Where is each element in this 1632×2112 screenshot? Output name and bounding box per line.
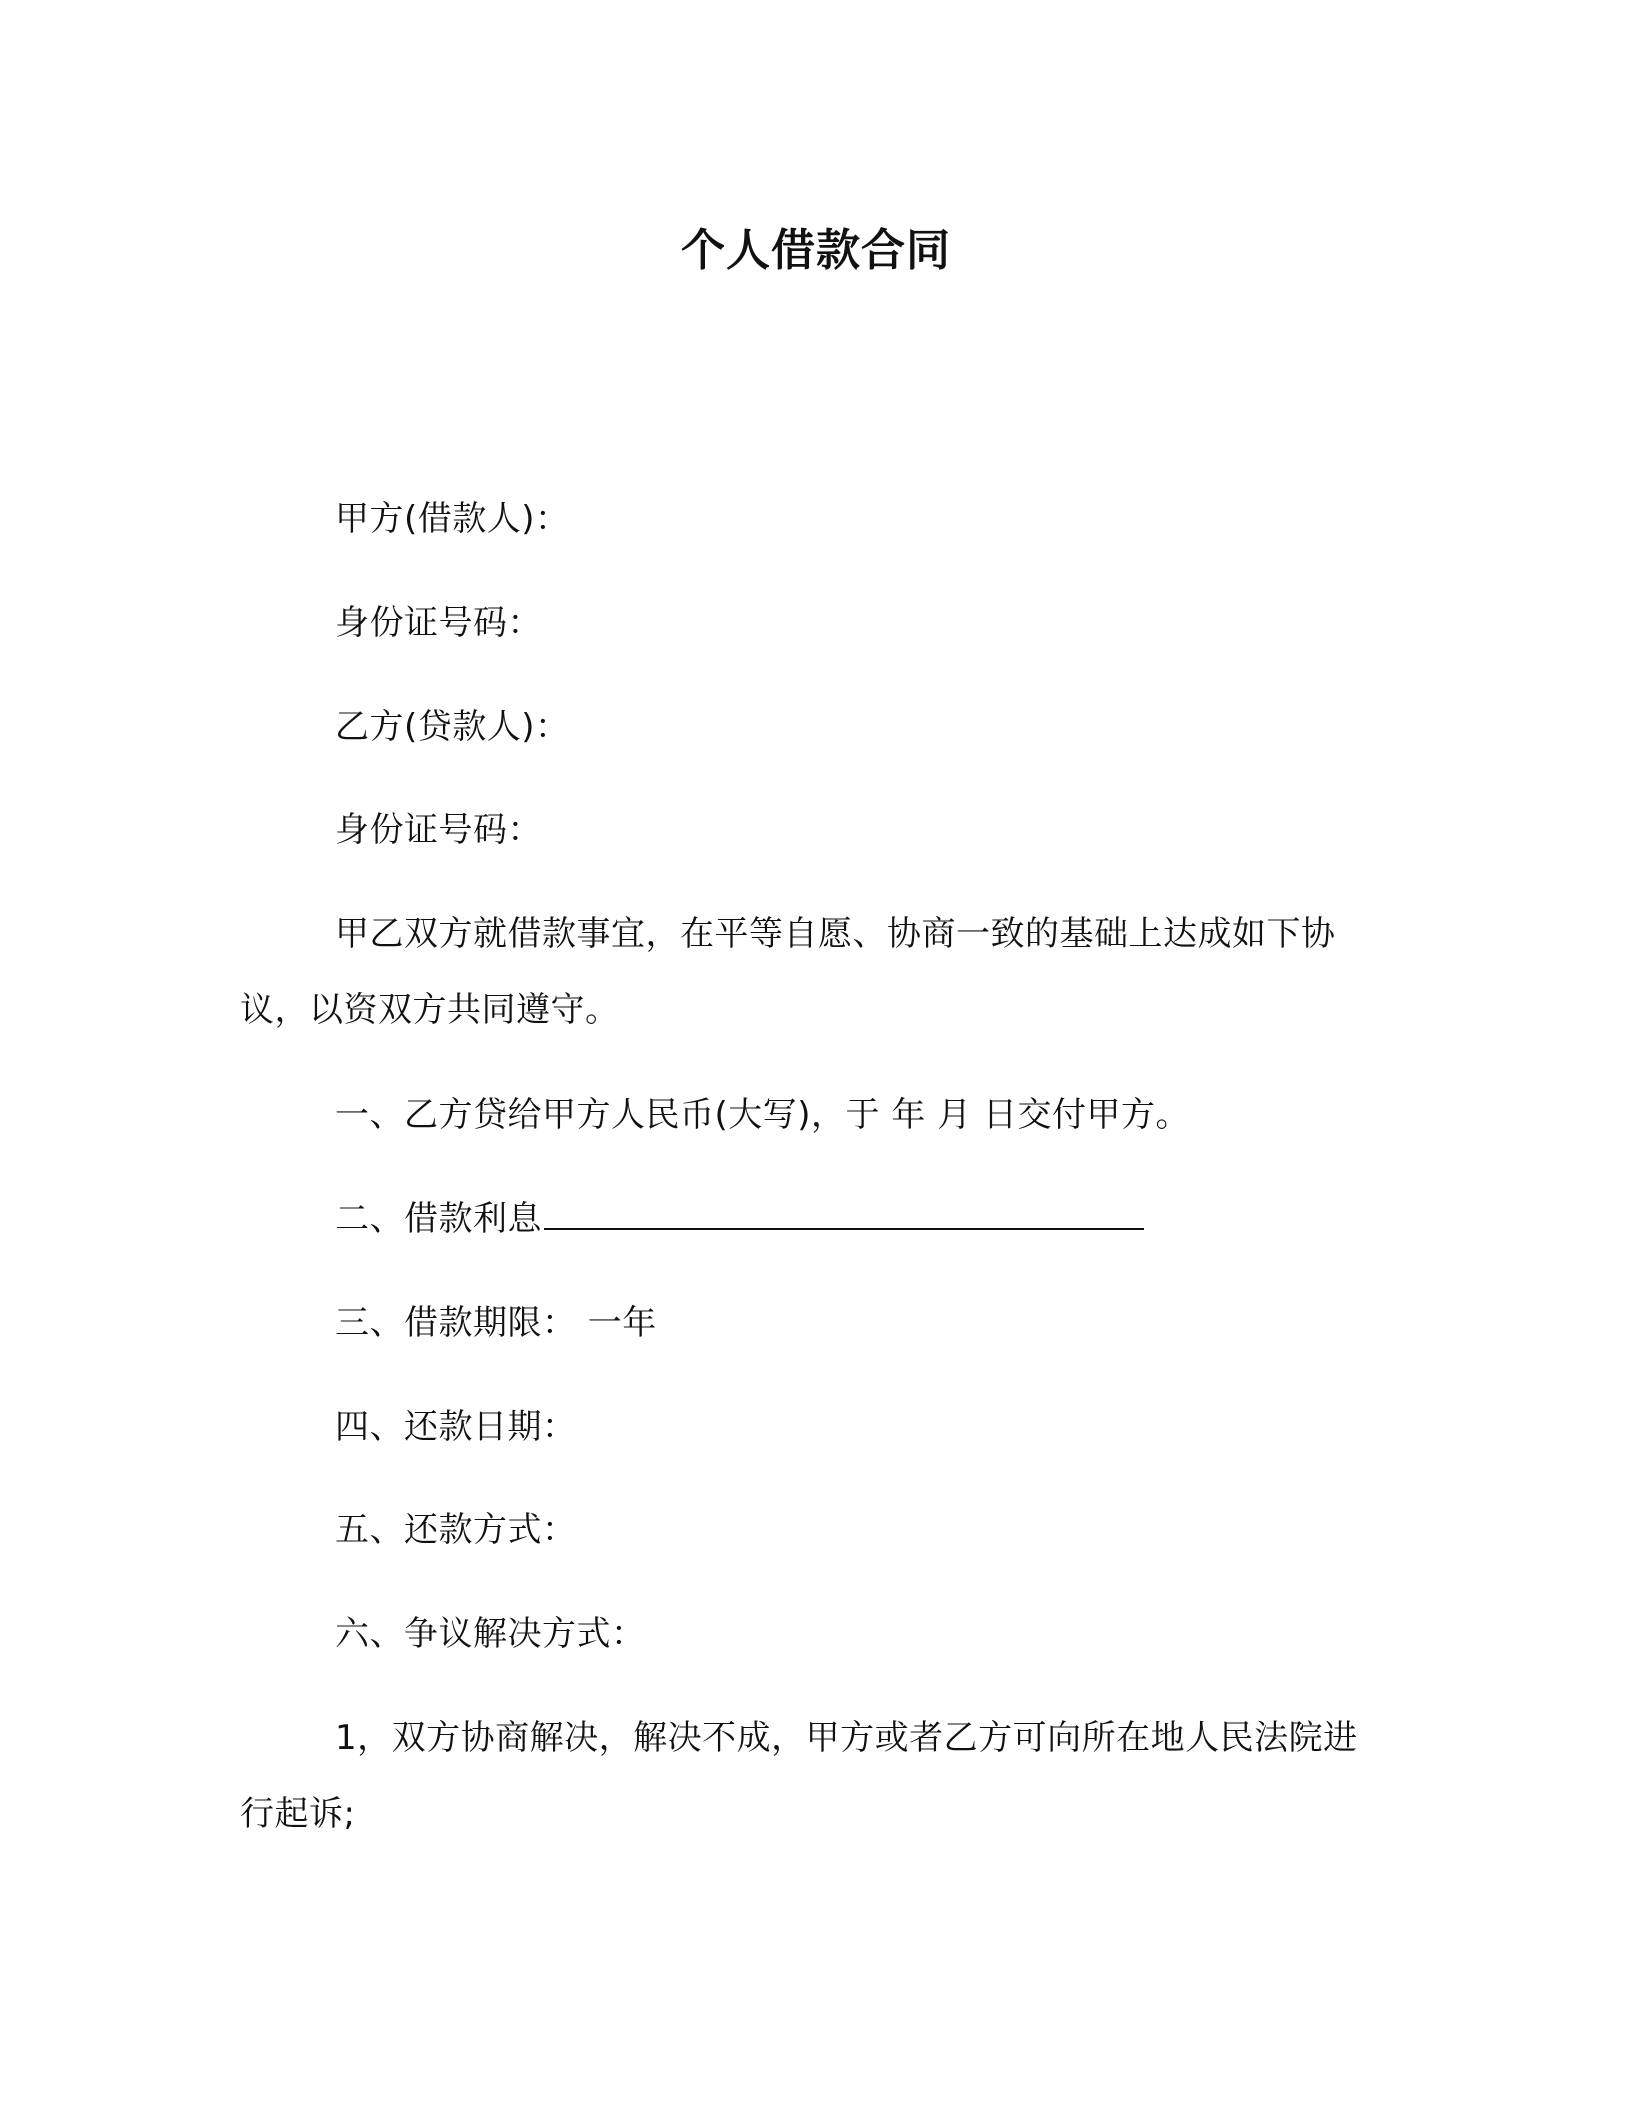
clause-6-item-1: 1，双方协商解决，解决不成，甲方或者乙方可向所在地人民法院进行起诉; [240,1718,1358,1834]
clause-2: 二、借款利息 [335,1199,542,1239]
intro-paragraph: 甲乙双方就借款事宜，在平等自愿、协商一致的基础上达成如下协议，以资双方共同遵守。 [240,914,1336,1030]
party-b-line: 乙方(贷款人)： [335,707,570,747]
clause-2-line [240,1181,1390,1257]
clause-4: 四、还款日期： [335,1407,577,1447]
party-b-id-line: 身份证号码： [335,810,542,850]
party-a-line: 甲方(借款人)： [335,499,570,539]
clause-6: 六、争议解决方式： [335,1614,646,1654]
interest-blank-line [544,1198,1144,1230]
clause-5: 五、还款方式： [335,1510,577,1550]
clause-1: 一、乙方贷给甲方人民币(大写)，于 年 月 日交付甲方。 [335,1095,1190,1135]
clause-3: 三、借款期限： 一年 [335,1303,657,1343]
party-a-id-line: 身份证号码： [335,603,542,643]
document-title: 个人借款合同 [681,225,951,276]
